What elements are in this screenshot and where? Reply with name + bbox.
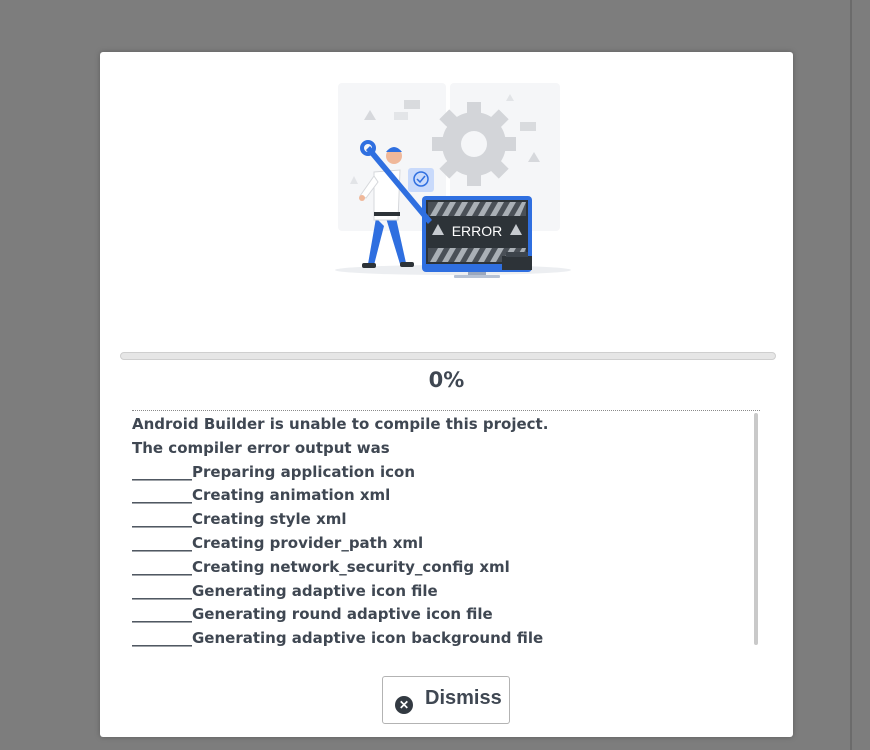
- build-error-dialog: [100, 52, 793, 737]
- log-scrollbar-thumb[interactable]: [754, 413, 758, 645]
- error-screen-text: ERROR: [451, 223, 503, 239]
- log-line: ________Generating adaptive icon background file: [132, 629, 544, 648]
- log-line: ________Generating round adaptive icon file: [132, 605, 493, 624]
- deco-block: [404, 100, 420, 109]
- dismiss-button[interactable]: [382, 676, 510, 724]
- deco-block: [520, 122, 536, 131]
- progress-bar: [120, 352, 776, 360]
- window-edge: [850, 0, 852, 750]
- close-circle-icon: ✕: [395, 696, 413, 714]
- log-line: ________Preparing application icon: [132, 462, 416, 481]
- log-line: ________Generating adaptive icon file: [132, 581, 438, 600]
- log-line: Android Builder is unable to compile this project.: [132, 415, 549, 433]
- log-line: ________Creating style xml: [132, 510, 347, 529]
- log-line: ________Creating network_security_config xml: [132, 557, 510, 576]
- gear-icon: [432, 102, 516, 186]
- error-illustration: [318, 78, 588, 288]
- progress-percent: 0%: [428, 368, 465, 392]
- log-line: The compiler error output was: [132, 438, 390, 457]
- compiler-output-lines: [132, 413, 750, 649]
- log-scrollbar[interactable]: [752, 411, 760, 649]
- log-line: ________Creating animation xml: [132, 486, 391, 505]
- deco-block: [394, 112, 408, 120]
- toolbox-icon: [502, 252, 532, 270]
- error-illustration-svg: [318, 78, 588, 288]
- log-line: ________Creating provider_path xml: [132, 533, 424, 552]
- check-badge-icon: [408, 168, 434, 192]
- compiler-output-box[interactable]: [132, 410, 760, 649]
- dismiss-button-label: Dismiss: [425, 687, 502, 709]
